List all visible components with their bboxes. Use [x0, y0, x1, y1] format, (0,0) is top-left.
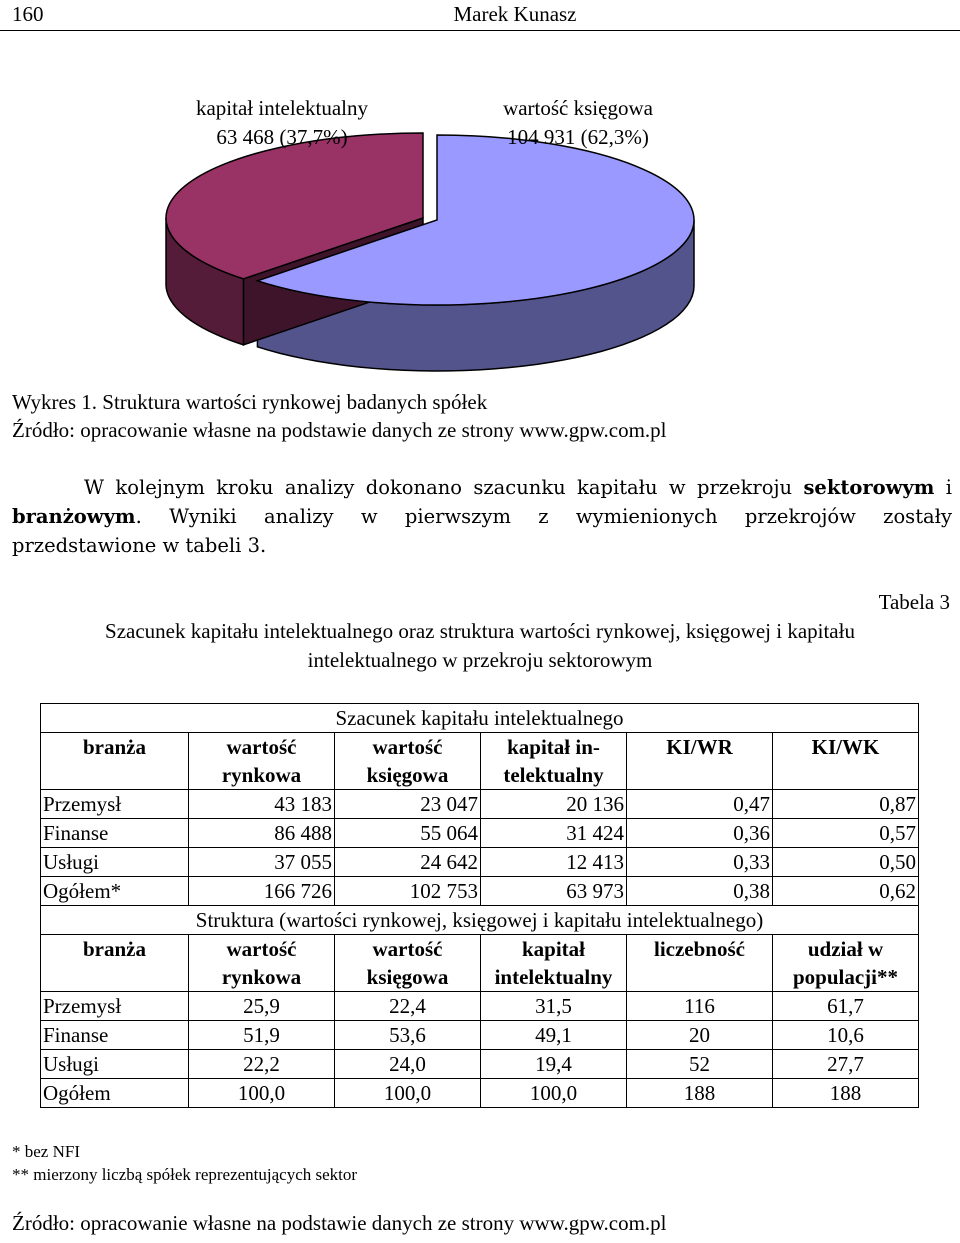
paragraph-line: przedstawione w tabeli 3. [12, 534, 267, 557]
table-cell: 188 [627, 1079, 773, 1108]
table-cell: 86 488 [189, 819, 335, 848]
table-cell: 63 973 [481, 877, 627, 906]
table-header-row [41, 733, 919, 790]
table-cell: 27,7 [773, 1050, 919, 1079]
footnote: ** mierzony liczbą spółek reprezentujących sektor [12, 1165, 358, 1184]
table-cell: 31,5 [481, 992, 627, 1021]
pie-label-wartosc [468, 94, 688, 152]
table-cell: 49,1 [481, 1021, 627, 1050]
table-cell: 20 [627, 1021, 773, 1050]
table-title [0, 617, 960, 675]
row-label: Usługi [41, 848, 189, 877]
table-cell: 24 642 [335, 848, 481, 877]
data-table [40, 703, 919, 1108]
table-cell: 0,62 [773, 877, 919, 906]
pie-slice-label: kapitał intelektualny [195, 96, 369, 120]
table-cell: 100,0 [189, 1079, 335, 1108]
page-header [0, 0, 960, 31]
footnote: * bez NFI [12, 1142, 80, 1161]
column-header: KI/WK [773, 733, 919, 790]
paragraph-line [12, 473, 952, 502]
bold-term: sektorowym [803, 476, 935, 499]
row-label: Usługi [41, 1050, 189, 1079]
pie-label-kapital [172, 94, 392, 152]
table-cell: 22,4 [335, 992, 481, 1021]
column-header: wartość rynkowa [189, 733, 335, 790]
table-row [41, 819, 919, 848]
table-row [41, 848, 919, 877]
table-cell: 24,0 [335, 1050, 481, 1079]
table-cell: 166 726 [189, 877, 335, 906]
row-label: Finanse [41, 819, 189, 848]
pie-slice-label: wartość księgowa [503, 96, 653, 120]
table-row [41, 877, 919, 906]
table-cell: 22,2 [189, 1050, 335, 1079]
paragraph-line [12, 502, 952, 531]
table-cell: 0,47 [627, 790, 773, 819]
table-cell: 116 [627, 992, 773, 1021]
column-header: liczebność [627, 935, 773, 992]
row-label: Ogółem [41, 1079, 189, 1108]
table-cell: 0,33 [627, 848, 773, 877]
column-header: wartość księgowa [335, 935, 481, 992]
table-cell: 102 753 [335, 877, 481, 906]
row-label: Przemysł [41, 992, 189, 1021]
row-label: Finanse [41, 1021, 189, 1050]
table-cell: 0,87 [773, 790, 919, 819]
table-row [41, 1021, 919, 1050]
column-header: wartość rynkowa [189, 935, 335, 992]
table-cell: 100,0 [335, 1079, 481, 1108]
table-row [41, 1079, 919, 1108]
text-run: i [934, 476, 953, 499]
table-cell: 23 047 [335, 790, 481, 819]
table-title-line: Szacunek kapitału intelektualnego oraz struktura wartości rynkowej, księgowej i kapitału [105, 619, 855, 643]
table-row [41, 992, 919, 1021]
pie-chart-svg [0, 30, 960, 390]
table-row [41, 790, 919, 819]
table-cell: 100,0 [481, 1079, 627, 1108]
column-header: udział w populacji** [773, 935, 919, 992]
table-cell: 0,50 [773, 848, 919, 877]
table-source: Źródło: opracowanie własne na podstawie danych ze strony www.gpw.com.pl [12, 1211, 667, 1235]
table-cell: 0,38 [627, 877, 773, 906]
column-header: kapitał intelektualny [481, 935, 627, 992]
table-cell: 25,9 [189, 992, 335, 1021]
table-cell: 52 [627, 1050, 773, 1079]
table-cell: 55 064 [335, 819, 481, 848]
footnotes [12, 1140, 357, 1186]
running-head-author: Marek Kunasz [453, 2, 577, 26]
table-cell: 188 [773, 1079, 919, 1108]
text-run: W kolejnym kroku analizy dokonano szacunku kapitału w przekroju [84, 476, 804, 499]
bold-term: branżowym [12, 505, 136, 528]
table-header-row [41, 935, 919, 992]
row-label: Ogółem* [41, 877, 189, 906]
table-cell: 10,6 [773, 1021, 919, 1050]
table-row [41, 1050, 919, 1079]
page-number: 160 [12, 2, 44, 26]
row-label: Przemysł [41, 790, 189, 819]
table-cell: 0,36 [627, 819, 773, 848]
column-header: KI/WR [627, 733, 773, 790]
pie-slice-value: 63 468 (37,7%) [216, 125, 348, 149]
section-title: Szacunek kapitału intelektualnego [41, 704, 919, 733]
section-header-row [41, 704, 919, 733]
column-header: branża [41, 733, 189, 790]
column-header: wartość księgowa [335, 733, 481, 790]
figure-title: Wykres 1. Struktura wartości rynkowej badanych spółek [12, 390, 488, 414]
table-cell: 43 183 [189, 790, 335, 819]
column-header: branża [41, 935, 189, 992]
table-cell: 0,57 [773, 819, 919, 848]
table-cell: 19,4 [481, 1050, 627, 1079]
table-title-line: intelektualnego w przekroju sektorowym [307, 648, 653, 672]
table-cell: 20 136 [481, 790, 627, 819]
pie-chart [0, 30, 960, 390]
text-run: . Wyniki analizy w pierwszym z wymienionych przekrojów zostały [135, 505, 952, 528]
section-header-row [41, 906, 919, 935]
figure-caption [12, 388, 667, 444]
table-cell: 37 055 [189, 848, 335, 877]
table-cell: 53,6 [335, 1021, 481, 1050]
table-cell: 31 424 [481, 819, 627, 848]
column-header: kapitał in- telektualny [481, 733, 627, 790]
body-paragraph [12, 473, 952, 560]
section-title: Struktura (wartości rynkowej, księgowej i kapitału intelektualnego) [41, 906, 919, 935]
table-label: Tabela 3 [878, 590, 950, 614]
figure-source: Źródło: opracowanie własne na podstawie danych ze strony www.gpw.com.pl [12, 418, 667, 442]
table-cell: 12 413 [481, 848, 627, 877]
table-cell: 51,9 [189, 1021, 335, 1050]
table-cell: 61,7 [773, 992, 919, 1021]
pie-slice-value: 104 931 (62,3%) [507, 125, 649, 149]
